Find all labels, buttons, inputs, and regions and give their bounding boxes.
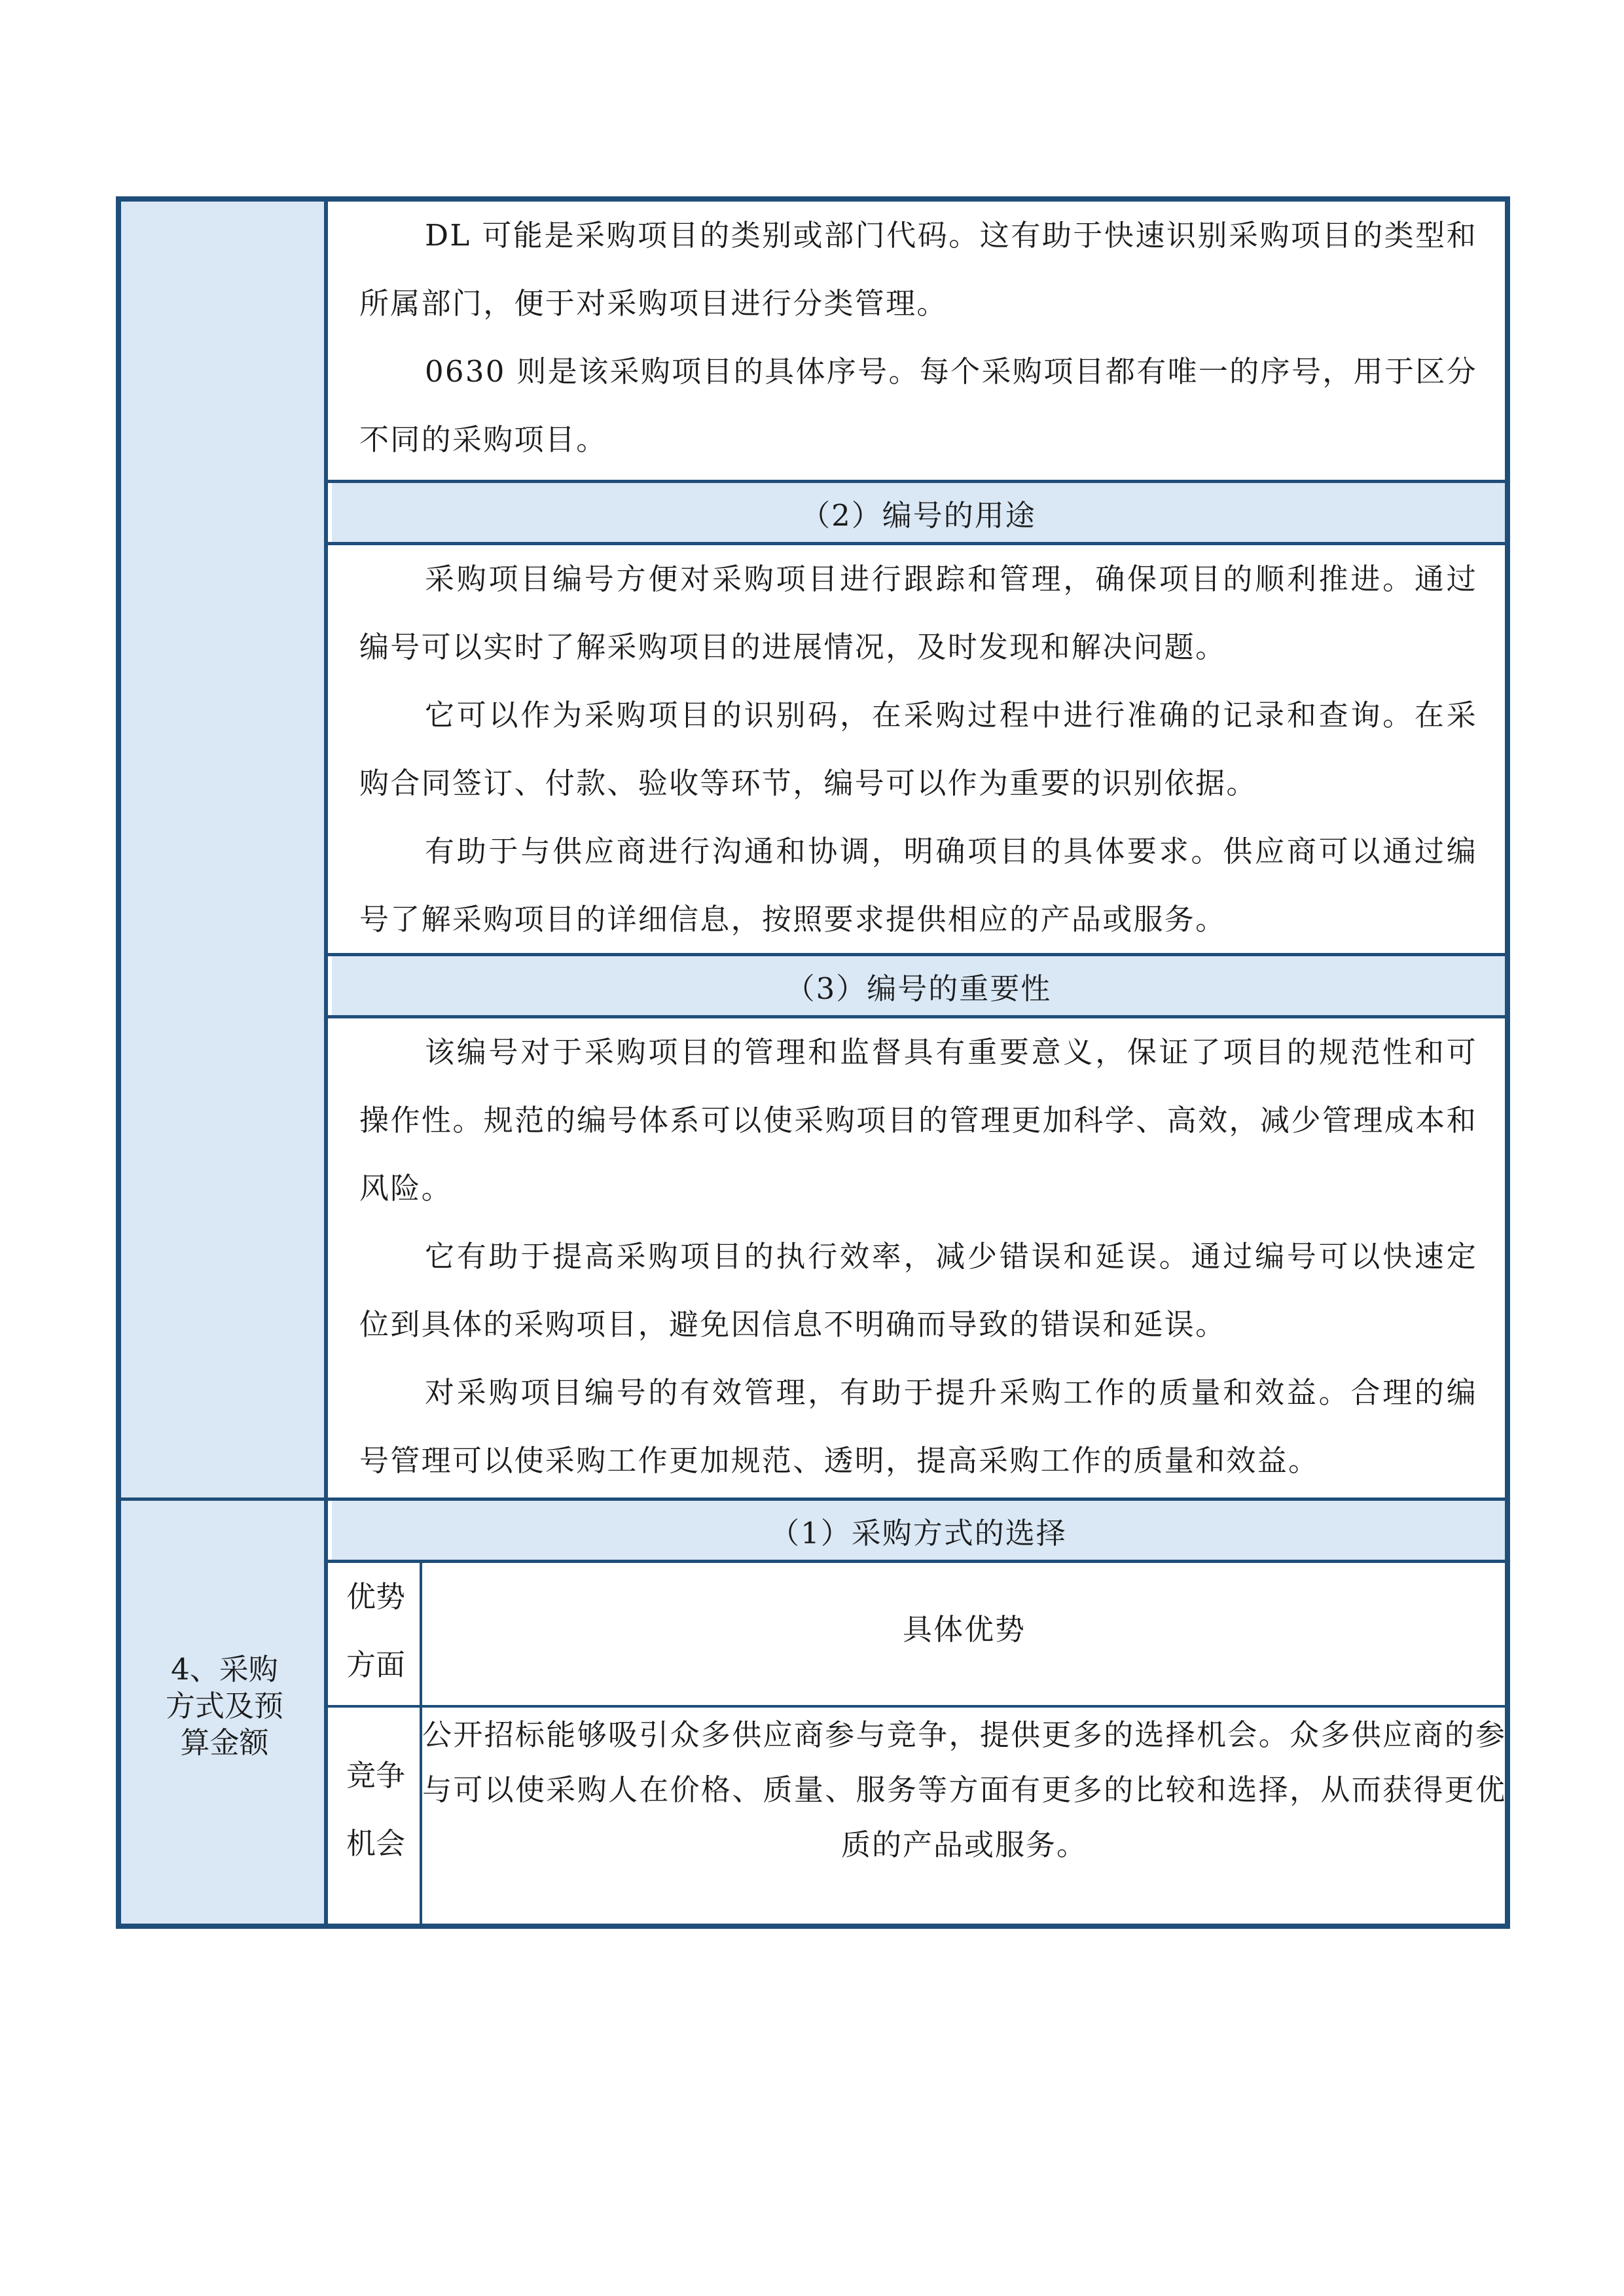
paragraph: 它有助于提高采购项目的执行效率，减少错误和延误。通过编号可以快速定位到具体的采购项目，避免因信息不明确而导致的错误和延误。 bbox=[359, 1239, 1477, 1342]
col2-header: 具体优势 bbox=[902, 1612, 1026, 1647]
paragraph: 该编号对于采购项目的管理和监督具有重要意义，保证了项目的规范性和可操作性。规范的编号体系可以使采购项目的管理更加科学、高效，减少管理成本和风险。 bbox=[359, 1035, 1477, 1206]
document-table bbox=[116, 196, 1510, 1929]
section3-header: （3）编号的重要性 bbox=[332, 956, 1505, 1015]
paragraph: 对采购项目编号的有效管理，有助于提升采购工作的质量和效益。合理的编号管理可以使采购工作更加规范、透明，提高采购工作的质量和效益。 bbox=[359, 1375, 1477, 1478]
paragraph: 它可以作为采购项目的识别码，在采购过程中进行准确的记录和查询。在采购合同签订、付款、验收等环节，编号可以作为重要的识别依据。 bbox=[359, 698, 1477, 800]
section2-header: （2）编号的用途 bbox=[332, 483, 1505, 542]
aspect-cell: 竞争机会 bbox=[346, 1758, 406, 1861]
paragraph: DL 可能是采购项目的类别或部门代码。这有助于快速识别采购项目的类型和所属部门，便于对采购项目进行分类管理。 bbox=[359, 218, 1477, 321]
col1-header: 优势方面 bbox=[346, 1579, 406, 1682]
section2-text bbox=[359, 545, 1477, 954]
section4-left-label bbox=[121, 1651, 328, 1761]
section1-text bbox=[359, 202, 1477, 474]
paragraph: 0630 则是该采购项目的具体序号。每个采购项目都有唯一的序号，用于区分不同的采购项目。 bbox=[359, 354, 1477, 457]
paragraph: 采购项目编号方便对采购项目进行跟踪和管理，确保项目的顺利推进。通过编号可以实时了解采购项目的进展情况，及时发现和解决问题。 bbox=[359, 562, 1477, 664]
detail-cell: 公开招标能够吸引众多供应商参与竞争，提供更多的选择机会。众多供应商的参与可以使采购人在价格、质量、服务等方面有更多的比较和选择，从而获得更优质的产品或服务。 bbox=[422, 1717, 1506, 1862]
left-label-text: 4、采购方式及预算金额 bbox=[165, 1652, 283, 1760]
section3-text bbox=[359, 1018, 1477, 1495]
row-divider bbox=[328, 1560, 1505, 1563]
paragraph: 有助于与供应商进行沟通和协调，明确项目的具体要求。供应商可以通过编号了解采购项目的详细信息，按照要求提供相应的产品或服务。 bbox=[359, 834, 1477, 937]
section4-header: （1）采购方式的选择 bbox=[332, 1501, 1505, 1560]
